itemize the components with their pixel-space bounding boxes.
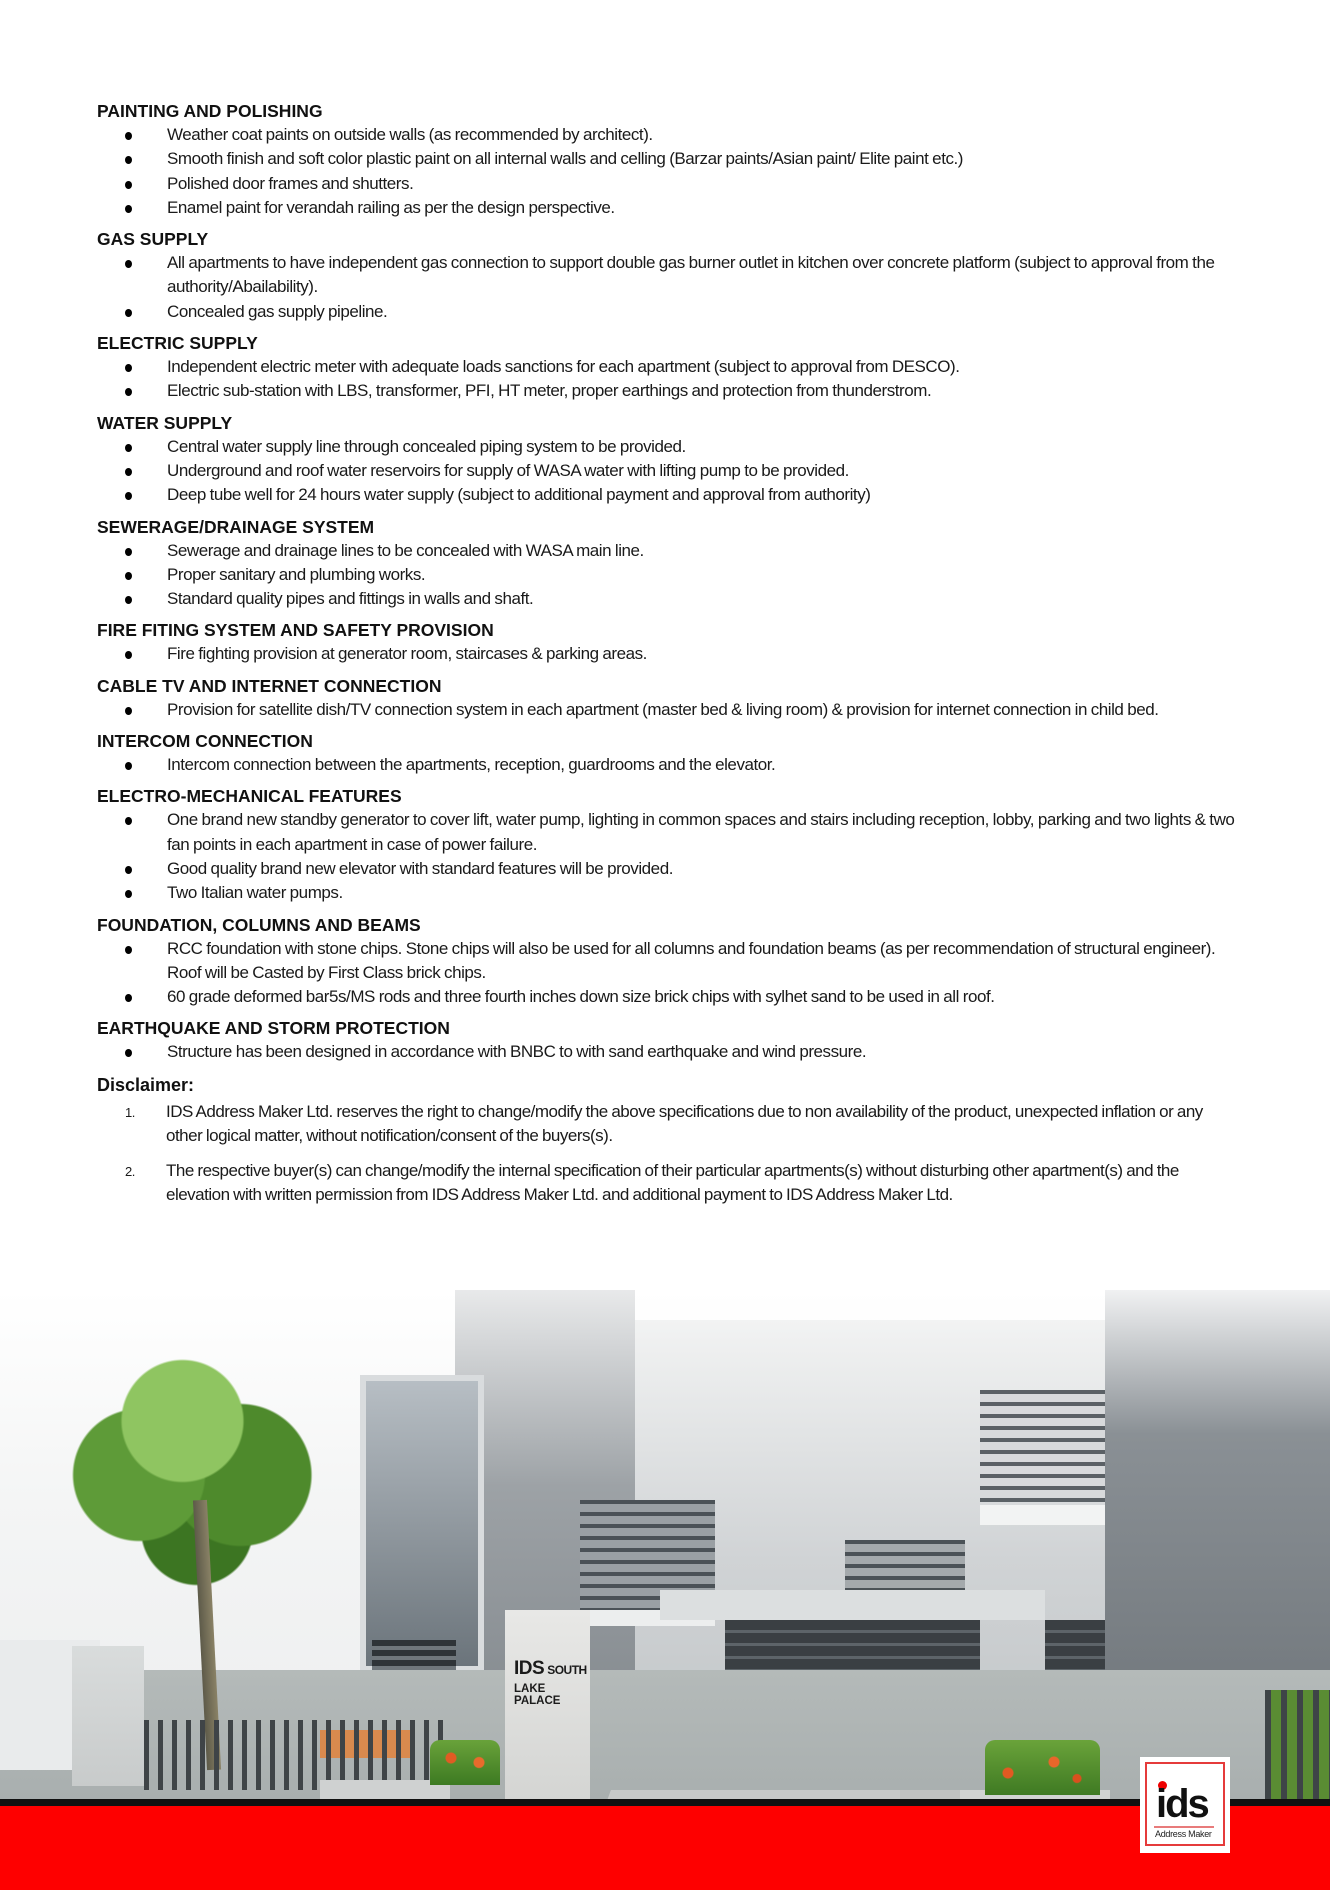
list-item-text: Sewerage and drainage lines to be concealed with WASA main line. — [167, 540, 644, 560]
list-item — [97, 587, 1237, 611]
section-heading: ELECTRIC SUPPLY — [97, 333, 258, 354]
spec-section — [97, 516, 1237, 612]
section-heading: WATER SUPPLY — [97, 412, 233, 433]
spec-section — [97, 412, 1237, 508]
list-item-text: One brand new standby generator to cover lift, water pump, lighting in common spaces and stairs including reception, lobby, parking and two lights & two fan points in each apartment in case of power failure. — [167, 810, 1235, 854]
bullet-icon — [125, 444, 132, 452]
disclaimer — [97, 1075, 1237, 1208]
section-list — [97, 698, 1237, 722]
list-item-text: Good quality brand new elevator with standard features will be provided. — [167, 858, 673, 878]
list-item — [97, 459, 1237, 483]
list-item-text: 60 grade deformed bar5s/MS rods and three fourth inches down size brick chips with sylhet sand to be used in all roof. — [167, 987, 995, 1007]
list-item — [97, 857, 1237, 881]
disclaimer-text: IDS Address Maker Ltd. reserves the right to change/modify the above specifications due to non availability of the product, unexpected inflation or any other logical matter, without notification/consent of the buyers(s). — [166, 1101, 1203, 1146]
bullet-icon — [125, 890, 132, 898]
spec-section — [97, 914, 1237, 1010]
list-item-text: Structure has been designed in accordance with BNBC to with sand earthquake and wind pressure. — [167, 1042, 867, 1062]
list-item — [97, 1040, 1237, 1064]
list-item-text: Fire fighting provision at generator room, staircases & parking areas. — [167, 644, 647, 664]
glass-window — [360, 1375, 484, 1672]
sign-ids-text: IDS — [514, 1658, 545, 1679]
section-list — [97, 355, 1237, 404]
list-item — [97, 808, 1237, 857]
logo-underline — [1154, 1826, 1214, 1828]
list-item — [97, 483, 1237, 507]
section-heading: PAINTING AND POLISHING — [97, 101, 323, 121]
flower-shrubs — [430, 1740, 500, 1785]
spec-section — [97, 730, 1237, 777]
bullet-icon — [125, 548, 132, 556]
bullet-icon — [125, 866, 132, 874]
disclaimer-number: 1. — [125, 1104, 135, 1120]
list-item-text: Smooth finish and soft color plastic paint on all internal walls and celling (Barzar paints/Asian paint/ Elite paint etc.) — [167, 149, 963, 169]
list-item-text: Deep tube well for 24 hours water supply (subject to additional payment and approval from authority) — [167, 485, 871, 505]
bullet-icon — [125, 181, 132, 189]
section-list — [97, 808, 1237, 905]
list-item — [97, 698, 1237, 722]
spec-section — [97, 619, 1237, 666]
spec-section — [97, 228, 1237, 324]
footer-rule — [0, 1799, 1330, 1806]
bullet-icon — [125, 156, 132, 164]
list-item — [97, 563, 1237, 587]
bullet-icon — [125, 309, 132, 317]
list-item-text: Central water supply line through concealed piping system to be provided. — [167, 436, 686, 456]
list-item — [97, 435, 1237, 459]
bullet-icon — [125, 260, 132, 268]
list-item-text: Concealed gas supply pipeline. — [167, 301, 388, 321]
footer-band — [0, 1806, 1330, 1890]
list-item-text: Underground and roof water reservoirs for supply of WASA water with lifting pump to be provided. — [167, 460, 849, 480]
section-heading: FOUNDATION, COLUMNS AND BEAMS — [97, 914, 421, 935]
bullet-icon — [125, 946, 132, 954]
spec-section — [97, 1017, 1237, 1064]
list-item — [97, 251, 1237, 300]
section-heading: FIRE FITING SYSTEM AND SAFETY PROVISION — [97, 620, 494, 641]
list-item — [97, 985, 1237, 1009]
list-item-text: Weather coat paints on outside walls (as recommended by architect). — [167, 125, 653, 144]
disclaimer-title: Disclaimer: — [97, 1074, 195, 1095]
list-item — [97, 642, 1237, 666]
balcony-railing — [980, 1390, 1105, 1525]
list-item — [97, 172, 1237, 196]
list-item-text: Electric sub-station with LBS, transformer, PFI, HT meter, proper earthings and protection from thunderstrom. — [167, 381, 932, 401]
list-item-text: Enamel paint for verandah railing as per the design perspective. — [167, 197, 615, 217]
entrance-canopy — [660, 1590, 1045, 1620]
specifications-content — [97, 100, 1237, 1218]
list-item-text: Proper sanitary and plumbing works. — [167, 564, 426, 584]
section-heading: SEWERAGE/DRAINAGE SYSTEM — [97, 516, 375, 537]
bullet-icon — [125, 364, 132, 372]
disclaimer-item — [97, 1100, 1237, 1149]
disclaimer-item — [97, 1159, 1237, 1208]
building-name-sign — [505, 1610, 590, 1810]
section-list — [97, 937, 1237, 1010]
bullet-icon — [125, 468, 132, 476]
section-heading: EARTHQUAKE AND STORM PROTECTION — [97, 1018, 450, 1039]
spec-section — [97, 785, 1237, 905]
list-item — [97, 123, 1237, 147]
section-list — [97, 642, 1237, 666]
sign-line-2: LAKE PALACE — [514, 1683, 561, 1707]
spec-section — [97, 675, 1237, 722]
section-heading: CABLE TV AND INTERNET CONNECTION — [97, 675, 442, 696]
bullet-icon — [125, 596, 132, 604]
list-item-text: Intercom connection between the apartments, reception, guardrooms and the elevator. — [167, 755, 776, 775]
list-item — [97, 300, 1237, 324]
bullet-icon — [125, 572, 132, 580]
logo-tagline: Address Maker — [1155, 1829, 1212, 1839]
list-item — [97, 539, 1237, 563]
disclaimer-text: The respective buyer(s) can change/modify the internal specification of their particular apartments(s) without disturbing other apartment(s) and the elevation with written permission from IDS Address Maker Ltd. and additional payment to IDS Address Maker Ltd. — [166, 1160, 1179, 1205]
spec-section — [97, 100, 1237, 220]
section-heading: ELECTRO-MECHANICAL FEATURES — [97, 786, 402, 807]
spec-sections — [97, 100, 1237, 1065]
section-list — [97, 251, 1237, 324]
section-list — [97, 1040, 1237, 1064]
list-item — [97, 753, 1237, 777]
list-item — [97, 355, 1237, 379]
list-item-text: RCC foundation with stone chips. Stone chips will also be used for all columns and foundation beams (as per recommendation of structural engineer). Roof will be Casted by First Class brick chips. — [167, 938, 1216, 982]
disclaimer-number: 2. — [125, 1163, 135, 1179]
bullet-icon — [125, 388, 132, 396]
list-item — [97, 379, 1237, 403]
section-heading: INTERCOM CONNECTION — [97, 731, 313, 752]
list-item — [97, 147, 1237, 171]
bullet-icon — [125, 817, 132, 825]
sign-south-text: SOUTH — [547, 1663, 587, 1677]
section-list — [97, 539, 1237, 612]
spec-section — [97, 332, 1237, 404]
section-heading: GAS SUPPLY — [97, 229, 209, 250]
list-item-text: Two Italian water pumps. — [167, 883, 343, 903]
list-item — [97, 196, 1237, 220]
sign-line-1 — [514, 1658, 587, 1680]
bullet-icon — [125, 1049, 132, 1057]
list-item-text: Polished door frames and shutters. — [167, 173, 414, 193]
bullet-icon — [125, 651, 132, 659]
logo-mark: ids — [1156, 1782, 1208, 1826]
bullet-icon — [125, 994, 132, 1002]
bullet-icon — [125, 132, 132, 140]
list-item-text: All apartments to have independent gas connection to support double gas burner outlet in kitchen over concrete platform (subject to approval from the authority/Abailability). — [167, 253, 1215, 297]
section-list — [97, 435, 1237, 508]
list-item-text: Standard quality pipes and fittings in walls and shaft. — [167, 589, 534, 609]
bullet-icon — [125, 492, 132, 500]
bullet-icon — [125, 707, 132, 715]
section-list — [97, 753, 1237, 777]
ids-logo — [1140, 1757, 1230, 1853]
list-item — [97, 937, 1237, 986]
boundary-wall-pillar — [72, 1646, 144, 1786]
flower-shrubs — [985, 1740, 1100, 1795]
section-list — [97, 123, 1237, 220]
disclaimer-list — [97, 1100, 1237, 1208]
bullet-icon — [125, 205, 132, 213]
list-item — [97, 881, 1237, 905]
list-item-text: Provision for satellite dish/TV connection system in each apartment (master bed & living room) & provision for internet connection in child bed. — [167, 699, 1159, 719]
bullet-icon — [125, 762, 132, 770]
building-illustration — [0, 1290, 1330, 1810]
list-item-text: Independent electric meter with adequate loads sanctions for each apartment (subject to approval from DESCO). — [167, 357, 960, 377]
